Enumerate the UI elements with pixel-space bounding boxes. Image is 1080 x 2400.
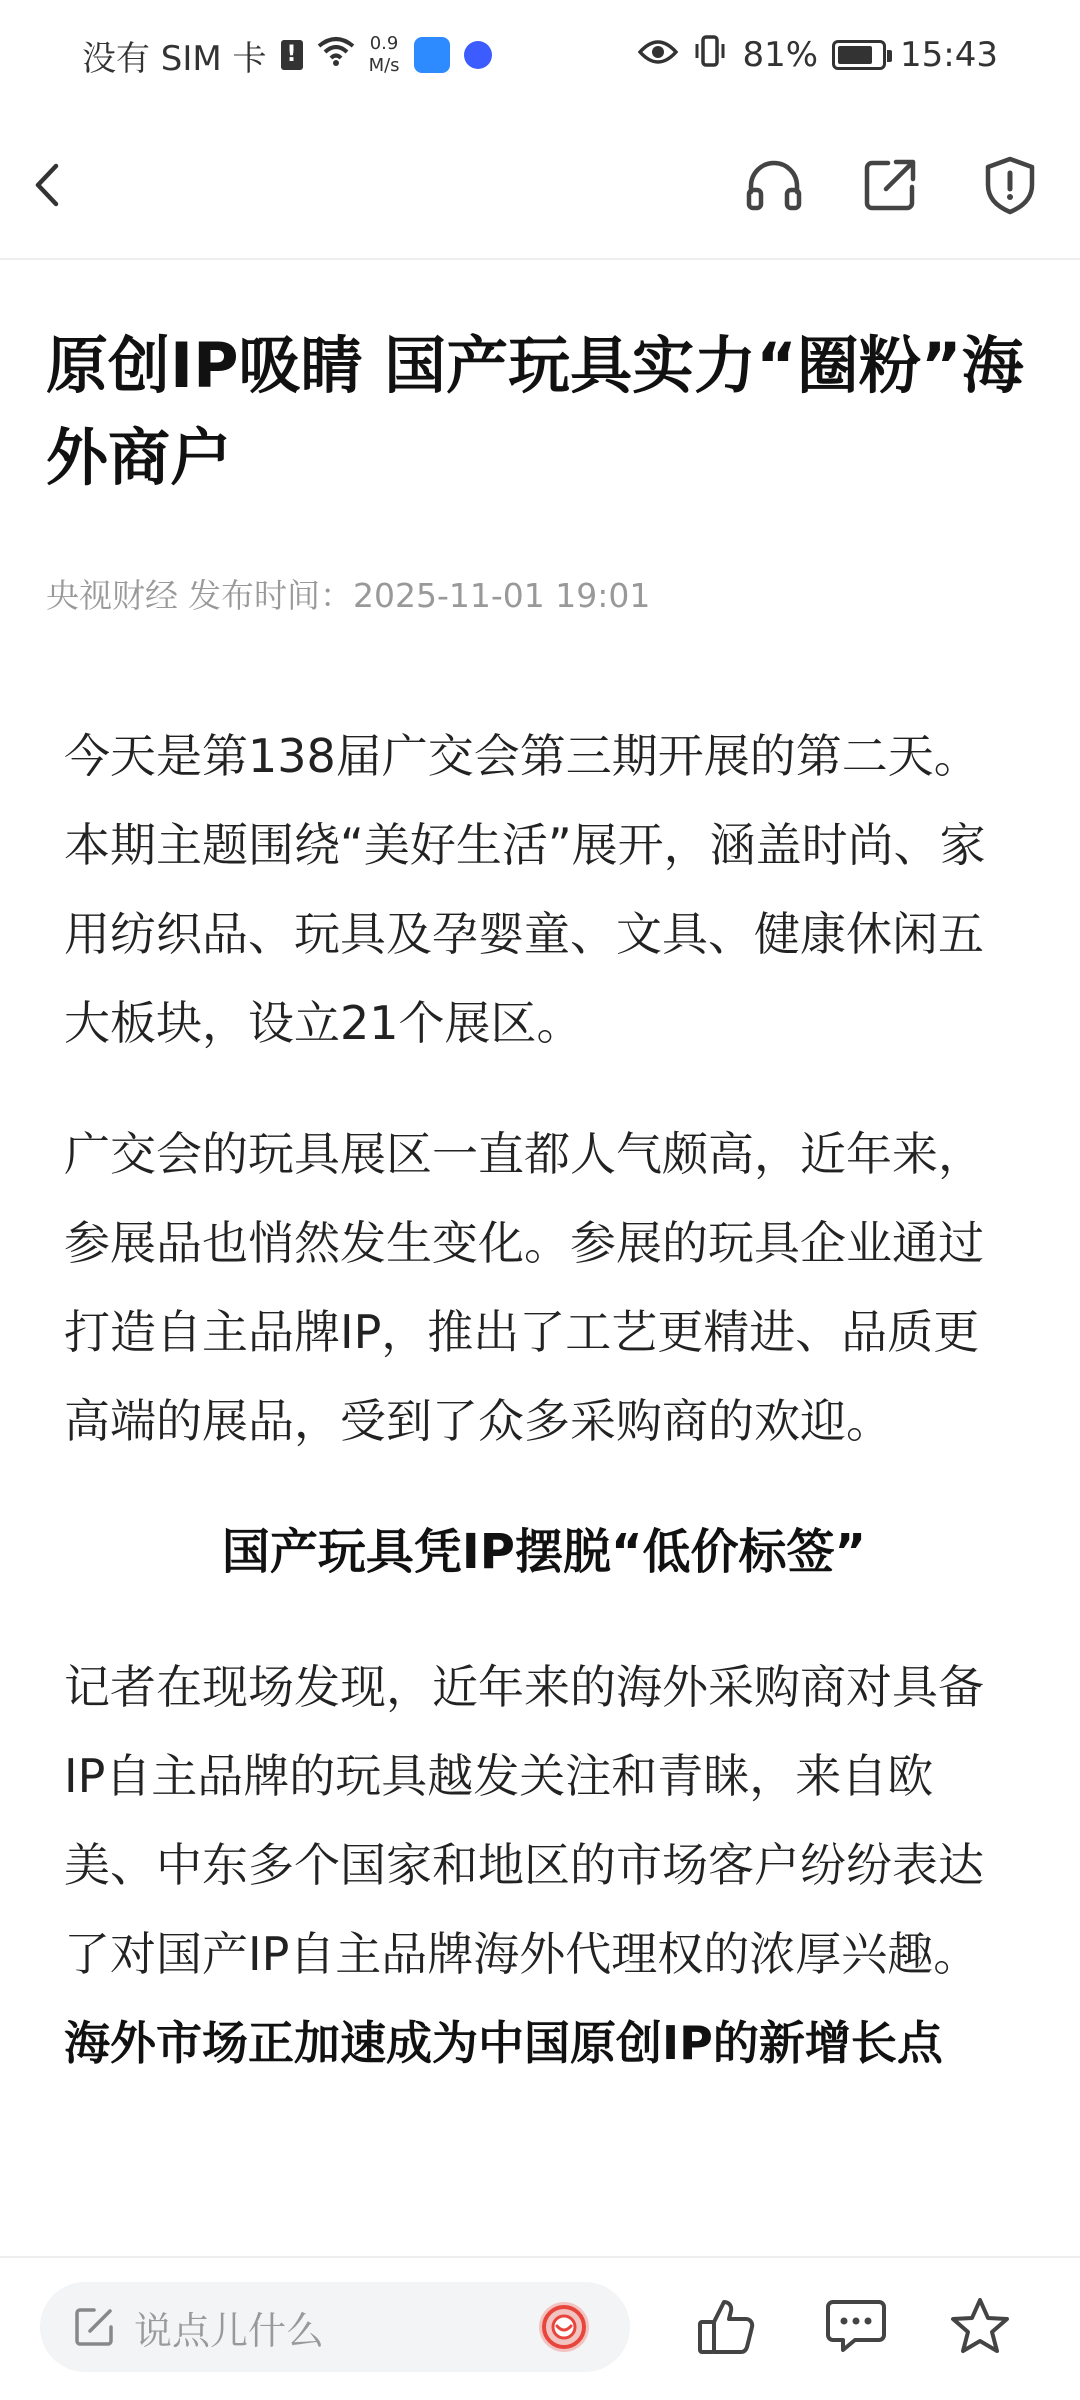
nav-bar	[0, 110, 1080, 260]
app-notification-icon	[414, 37, 450, 73]
clock: 15:43	[900, 35, 998, 75]
article-title: 原创IP吸睛 国产玩具实力“圈粉”海外商户	[46, 329, 1024, 494]
publish-time	[188, 570, 650, 617]
article-paragraph: 广交会的玩具展区一直都人气颇高，近年来，参展品也悄然发生变化。参展的玩具企业通过打造自主品牌IP，推出了工艺更精进、品质更高端的展品，受到了众多采购商的欢迎。	[64, 1127, 984, 1448]
article-subheading: 国产玩具凭IP摆脱“低价标签”	[221, 1524, 867, 1580]
report-button[interactable]	[970, 145, 1050, 225]
listen-button[interactable]	[734, 145, 814, 225]
back-button[interactable]	[8, 145, 88, 225]
net-speed-unit: M/s	[368, 55, 400, 76]
status-bar	[0, 0, 1080, 110]
headphones-icon	[745, 158, 803, 212]
comment-input[interactable]	[40, 2282, 630, 2372]
emoji-icon[interactable]	[536, 2299, 592, 2355]
publish-date: 2025-11-01 19:01	[353, 576, 651, 615]
battery-icon	[832, 40, 886, 70]
paragraph-text: 记者在现场发现，近年来的海外采购商对具备IP自主品牌的玩具越发关注和青睐，来自欧美、中东多个国家和地区的市场客户纷纷表达了对国产IP自主品牌海外代理权的浓厚兴趣。	[64, 1660, 984, 1981]
wifi-icon	[317, 35, 355, 75]
app-dot-icon	[464, 41, 492, 69]
comment-button[interactable]	[816, 2288, 896, 2368]
like-icon	[696, 2296, 756, 2360]
favorite-button[interactable]	[940, 2288, 1020, 2368]
carrier-text: 没有 SIM 卡	[82, 38, 267, 79]
vibrate-icon	[692, 33, 728, 78]
net-speed	[369, 33, 400, 77]
back-icon	[28, 160, 68, 210]
battery-fill	[838, 46, 872, 64]
share-button[interactable]	[850, 145, 930, 225]
article-meta	[46, 570, 650, 617]
comment-placeholder: 说点儿什么	[134, 2308, 325, 2353]
favorite-icon	[949, 2296, 1011, 2360]
status-right	[638, 33, 998, 78]
report-shield-icon	[982, 155, 1038, 215]
comment-icon	[825, 2298, 887, 2358]
publish-label: 发布时间：	[188, 576, 353, 615]
battery-percent: 81%	[742, 35, 819, 75]
paragraph-bold-text: 海外市场正加速成为中国原创IP的新增长点	[64, 2016, 943, 2070]
share-icon	[862, 157, 918, 213]
bottom-bar	[0, 2256, 1080, 2400]
article-source[interactable]: 央视财经	[46, 576, 178, 615]
article-body	[64, 712, 1024, 2130]
status-left	[82, 31, 492, 80]
eye-icon	[638, 35, 678, 75]
article-paragraph	[64, 1643, 1024, 2088]
like-button[interactable]	[686, 2288, 766, 2368]
net-speed-value: 0.9	[369, 33, 399, 54]
sim-alert-icon: !	[281, 40, 303, 70]
article-paragraph: 今天是第138届广交会第三期开展的第二天。本期主题围绕“美好生活”展开，涵盖时尚、家用纺织品、玩具及孕婴童、文具、健康休闲五大板块，设立21个展区。	[64, 729, 986, 1050]
edit-icon	[72, 2305, 116, 2349]
